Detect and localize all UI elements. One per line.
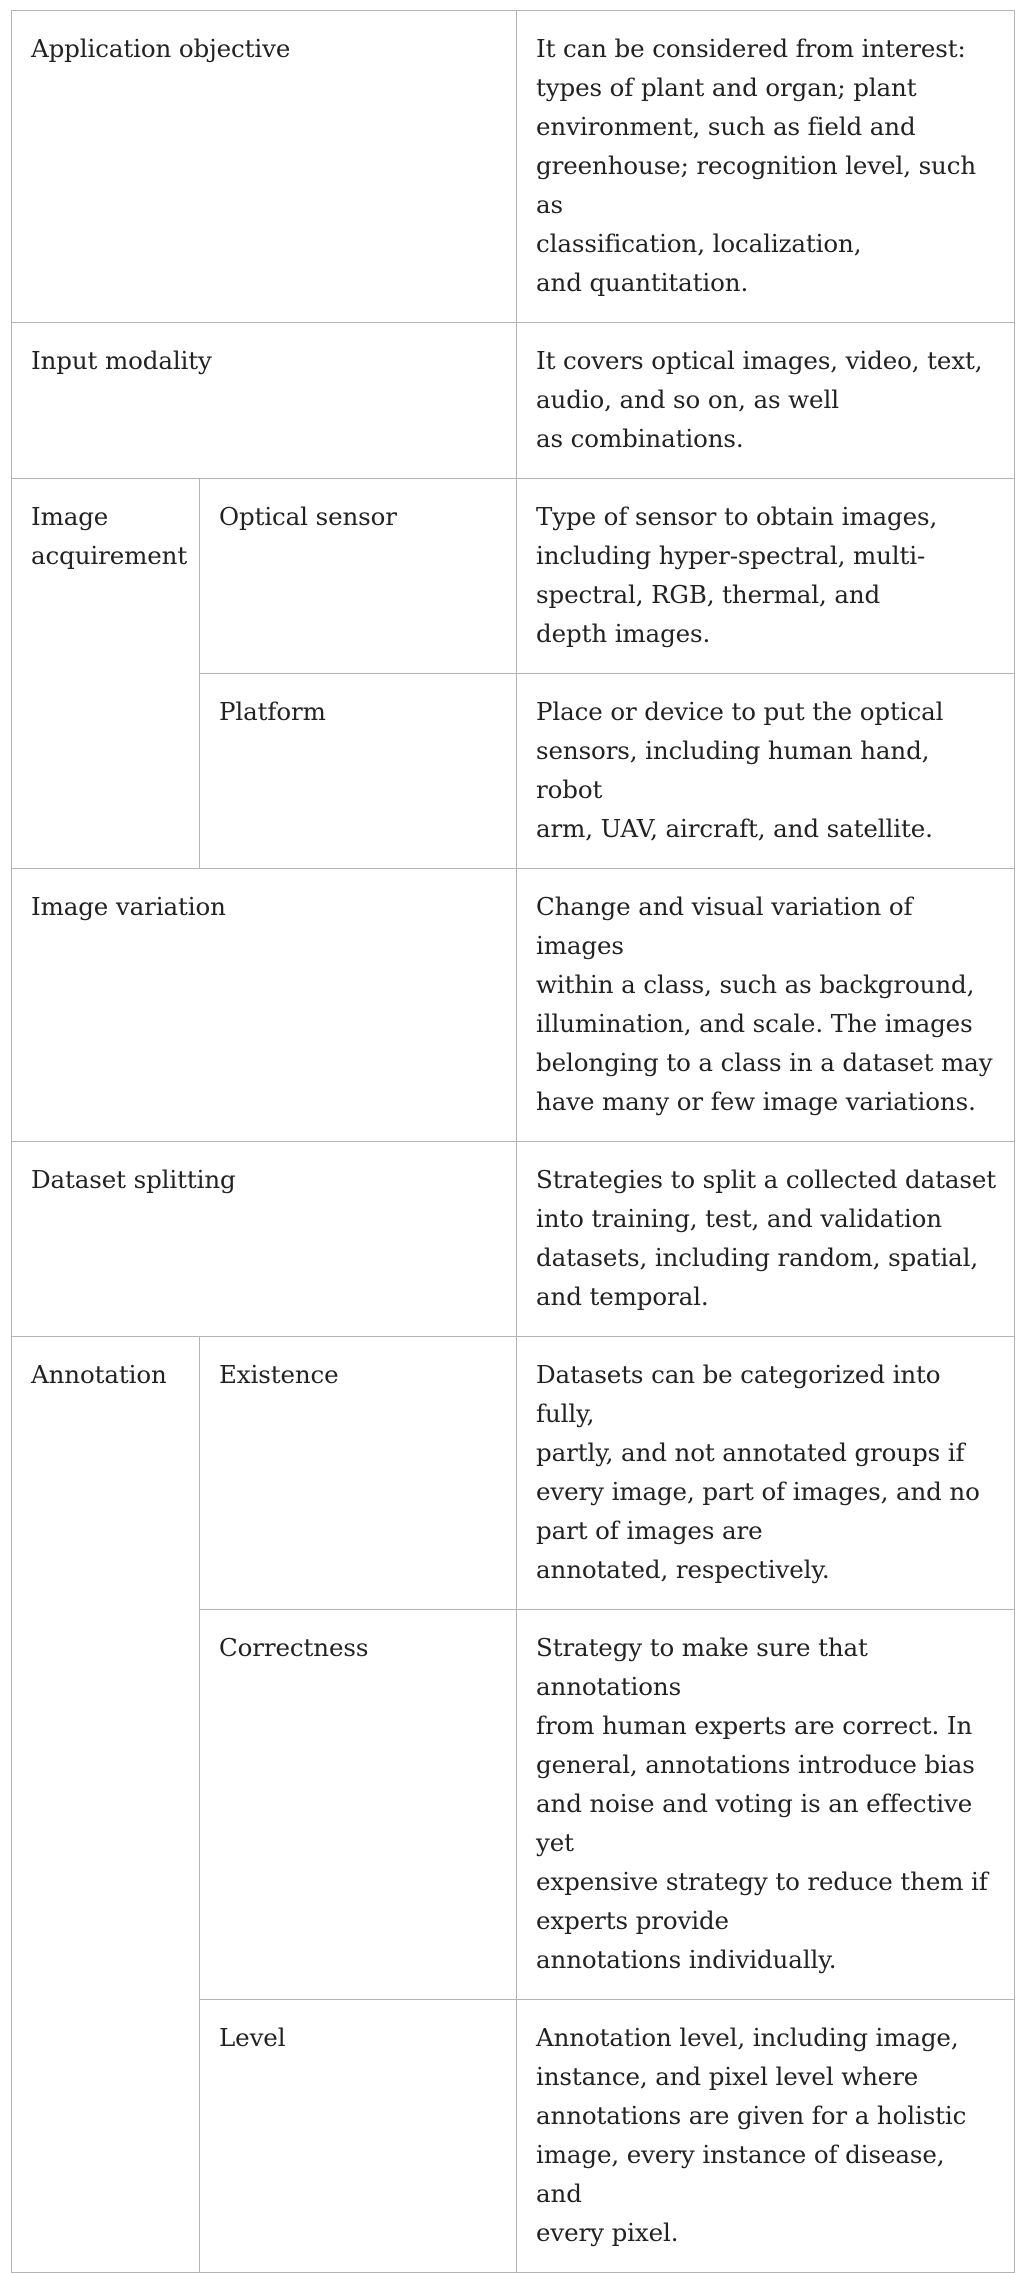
row-label-optical-sensor: Optical sensor (200, 479, 517, 674)
table-row (12, 11, 1015, 323)
row-description-application-objective: It can be considered from interest: types of plant and organ; plant environment, such as field and greenhouse; recognition level, such as classification, localization, and quantitation. (517, 11, 1015, 323)
row-label-input-modality: Input modality (12, 323, 517, 479)
table-row (12, 479, 1015, 674)
table-row (12, 1142, 1015, 1337)
row-description-existence: Datasets can be categorized into fully, partly, and not annotated groups if every image, part of images, and no part of images are annotated, respectively. (517, 1337, 1015, 1610)
row-description-input-modality: It covers optical images, video, text, audio, and so on, as well as combinations. (517, 323, 1015, 479)
row-label-existence: Existence (200, 1337, 517, 1610)
dataset-criteria-table (11, 10, 1015, 2273)
table-row (12, 1337, 1015, 1610)
row-label-application-objective: Application objective (12, 11, 517, 323)
row-description-level: Annotation level, including image, instance, and pixel level where annotations are given for a holistic image, every instance of disease, and every pixel. (517, 2000, 1015, 2273)
group-label-annotation: Annotation (12, 1337, 200, 2273)
row-label-image-variation: Image variation (12, 869, 517, 1142)
row-label-dataset-splitting: Dataset splitting (12, 1142, 517, 1337)
group-label-image-acquirement: Image acquirement (12, 479, 200, 869)
row-label-level: Level (200, 2000, 517, 2273)
table-row (12, 323, 1015, 479)
row-description-platform: Place or device to put the optical sensors, including human hand, robot arm, UAV, aircraft, and satellite. (517, 674, 1015, 869)
row-label-correctness: Correctness (200, 1610, 517, 2000)
row-description-dataset-splitting: Strategies to split a collected dataset into training, test, and validation datasets, including random, spatial, and temporal. (517, 1142, 1015, 1337)
row-description-image-variation: Change and visual variation of images within a class, such as background, illumination, and scale. The images belonging to a class in a dataset may have many or few image variations. (517, 869, 1015, 1142)
row-description-optical-sensor: Type of sensor to obtain images, including hyper-spectral, multi- spectral, RGB, thermal, and depth images. (517, 479, 1015, 674)
row-label-platform: Platform (200, 674, 517, 869)
table-row (12, 869, 1015, 1142)
row-description-correctness: Strategy to make sure that annotations from human experts are correct. In general, annotations introduce bias and noise and voting is an effective yet expensive strategy to reduce them if experts provide annotations individually. (517, 1610, 1015, 2000)
